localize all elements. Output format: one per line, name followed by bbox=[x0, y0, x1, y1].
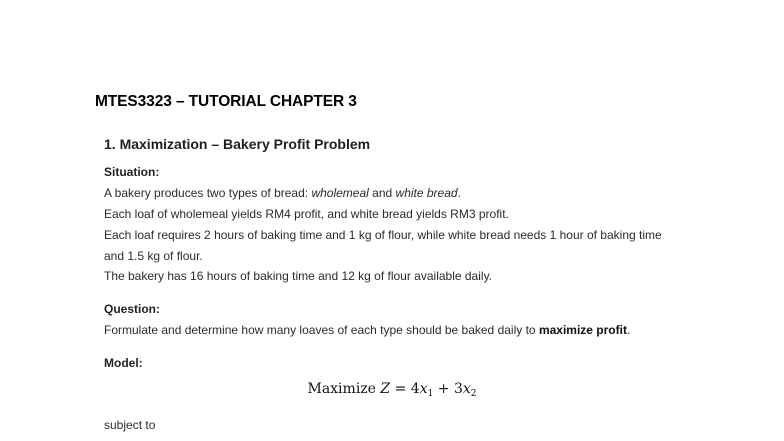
section-title: 1. Maximization – Bakery Profit Problem bbox=[104, 136, 371, 152]
x1-var: x bbox=[419, 381, 428, 397]
situation-label: Situation: bbox=[104, 165, 160, 179]
situation-line-5: The bakery has 16 hours of baking time and 12 kg of flour available daily. bbox=[104, 269, 493, 283]
question-text-start: Formulate and determine how many loaves of each type should be baked daily to bbox=[104, 323, 539, 337]
objective-var: Z bbox=[380, 381, 391, 397]
model-label: Model: bbox=[104, 356, 143, 370]
objective-formula bbox=[0, 381, 784, 399]
subject-to: subject to bbox=[104, 418, 156, 432]
question-label: Question: bbox=[104, 302, 160, 316]
situation-line-1-mid: and bbox=[368, 186, 396, 200]
situation-wholemeal: wholemeal bbox=[311, 186, 369, 200]
x2-var: x bbox=[462, 381, 471, 397]
objective-eq: = 4 bbox=[390, 381, 420, 397]
situation-line-2: Each loaf of wholemeal yields RM4 profit, and white bread yields RM3 profit. bbox=[104, 207, 509, 221]
situation-line-3: Each loaf requires 2 hours of baking time and 1 kg of flour, while white bread needs 1 hour of baking time bbox=[104, 228, 662, 242]
question-text-end: . bbox=[626, 323, 631, 337]
situation-white-bread: white bread bbox=[395, 186, 458, 200]
question-maximize-profit: maximize profit bbox=[538, 323, 627, 337]
objective-word: Maximize bbox=[307, 381, 381, 397]
situation-line-1-end: . bbox=[457, 186, 461, 200]
x1-sub: 1 bbox=[427, 389, 434, 399]
objective-plus: + 3 bbox=[433, 381, 463, 397]
situation-line-1-start: A bakery produces two types of bread: bbox=[104, 186, 312, 200]
document-title: MTES3323 – TUTORIAL CHAPTER 3 bbox=[95, 93, 357, 110]
question-text bbox=[104, 323, 630, 337]
x2-sub: 2 bbox=[470, 389, 477, 399]
situation-line-1 bbox=[104, 186, 461, 200]
situation-line-4: and 1.5 kg of flour. bbox=[104, 249, 203, 263]
